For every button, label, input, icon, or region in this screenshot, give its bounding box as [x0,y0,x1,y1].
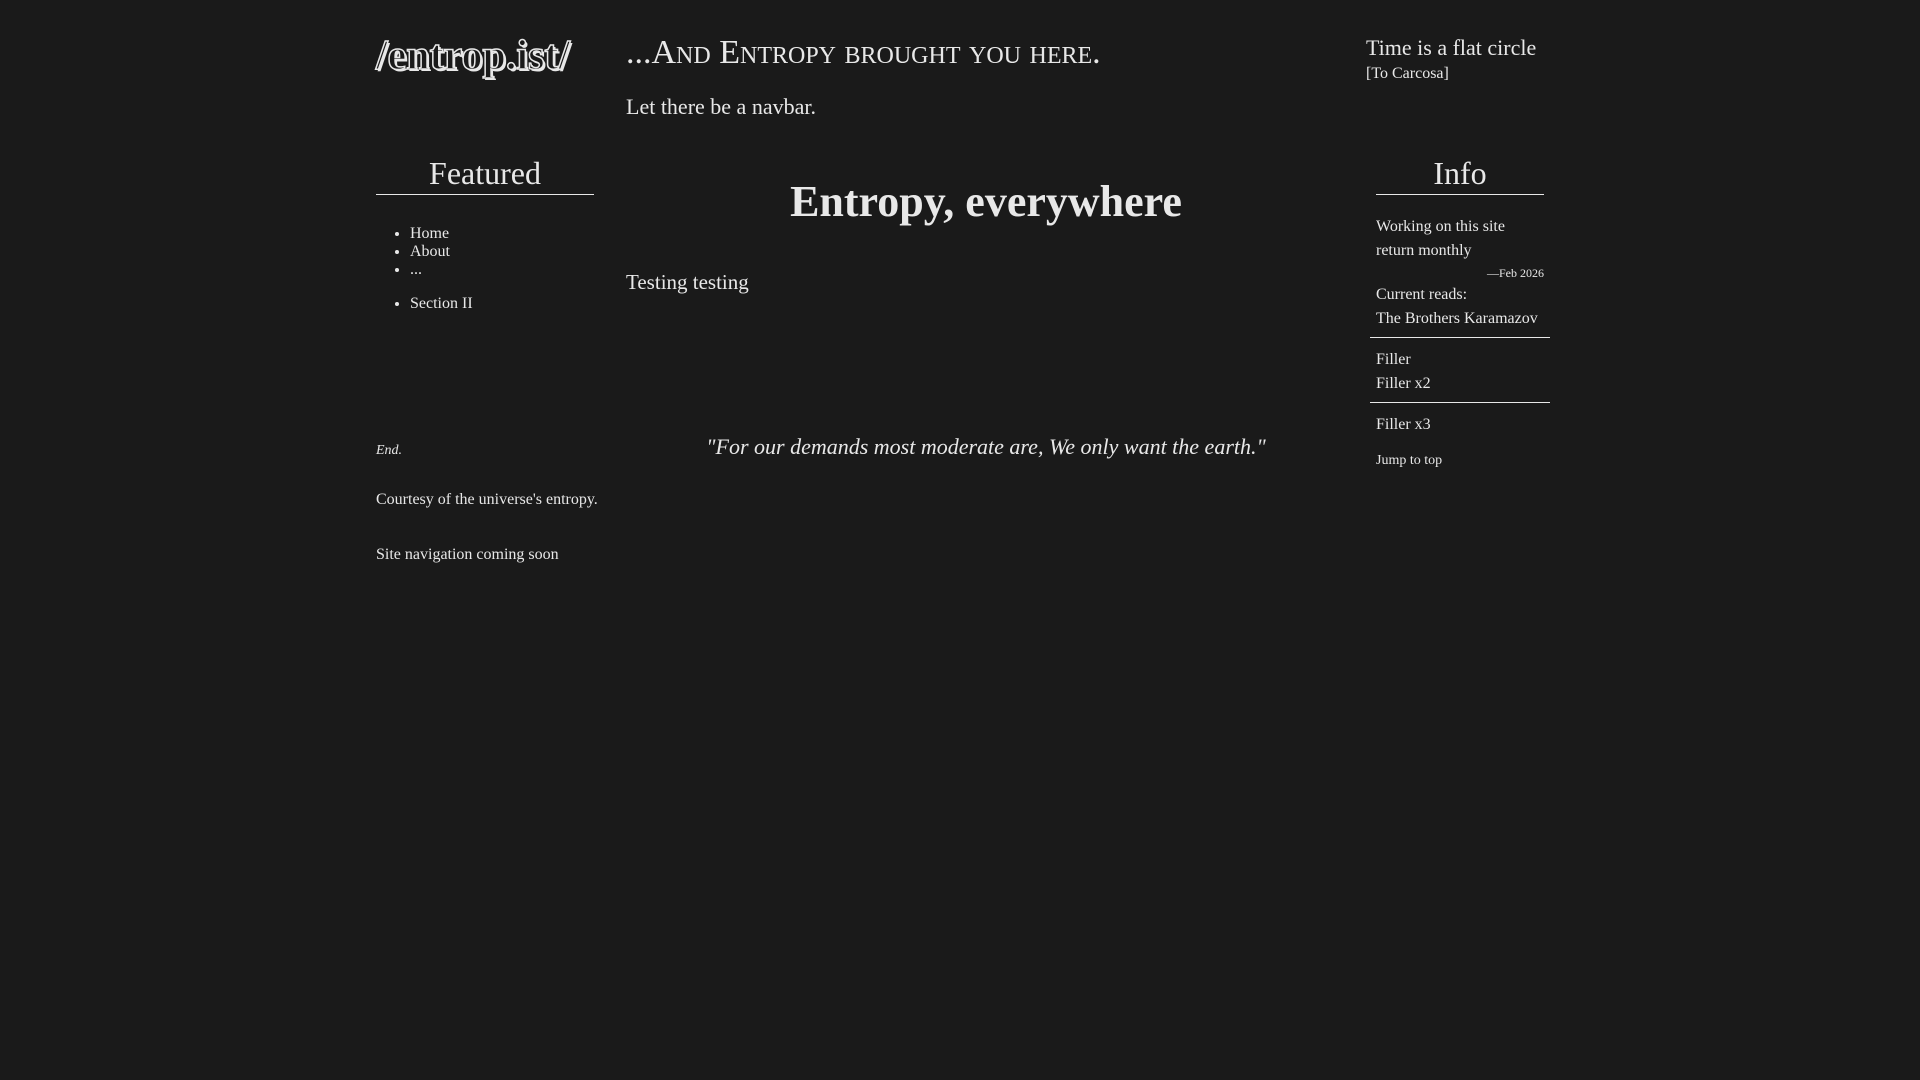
filler-block [1376,348,1544,396]
home-link[interactable]: Home [410,225,450,242]
info-heading: Info [1376,152,1544,195]
top-right-title: Time is a flat circle [1366,35,1537,60]
status-line-2: return monthly [1376,242,1472,259]
featured-list [376,225,594,279]
featured-item-home[interactable] [410,225,594,243]
about-link[interactable]: About [410,243,450,260]
courtesy-text: Courtesy of the universe's entropy. [376,491,598,508]
site-logo-link[interactable]: /entrop.ist/ [376,33,571,79]
current-reads-title: The Brothers Karamazov [1376,310,1538,327]
info-divider-1 [1370,337,1550,338]
filler-line-3: Filler x3 [1376,416,1431,433]
status-block [1376,215,1544,263]
ellipsis-text: ... [410,261,422,278]
info-sidebar [1376,152,1544,469]
section-list [376,295,594,313]
filler-line-2: Filler x2 [1376,375,1431,392]
filler-line-1: Filler [1376,351,1411,368]
section-ii-link[interactable]: Section II [410,295,473,312]
featured-item-section-ii[interactable] [410,295,594,313]
info-divider-2 [1370,402,1550,403]
quote-text: "For our demands most moderate are, We only want the earth." [706,434,1266,459]
navbar-placeholder-text: Let there be a navbar. [626,94,816,119]
end-note: End. [376,443,403,458]
featured-sidebar [376,152,594,313]
jump-to-top-link[interactable]: Jump to top [1376,453,1443,468]
page-title: Entropy, everywhere [790,177,1182,226]
status-line-1: Working on this site [1376,218,1505,235]
to-carcosa-link[interactable]: [To Carcosa] [1366,65,1449,82]
navigation-coming-soon-text: Site navigation coming soon [376,546,559,563]
status-date: —Feb 2026 [1487,266,1544,280]
main-body-text: Testing testing [626,270,749,294]
current-reads-block [1376,283,1544,331]
site-tagline: ...And Entropy brought you here. [626,34,1101,71]
featured-item-ellipsis [410,261,594,279]
featured-heading: Featured [376,152,594,195]
filler-block-2 [1376,413,1544,437]
current-reads-label: Current reads: [1376,286,1468,303]
featured-item-about[interactable] [410,243,594,261]
